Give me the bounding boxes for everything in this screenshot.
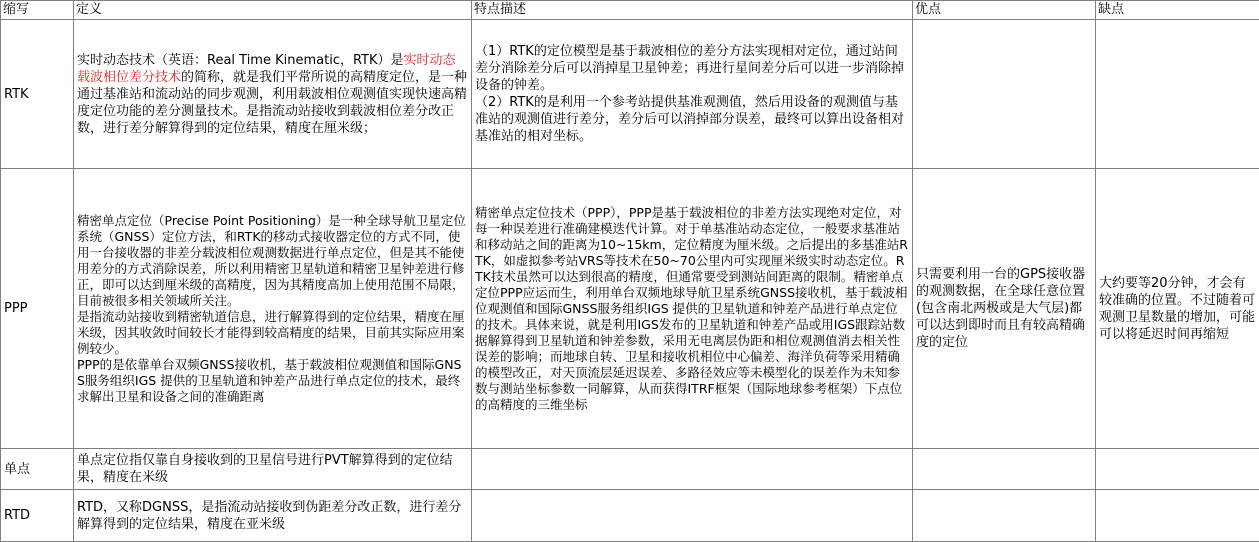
features-cell [472, 449, 913, 490]
definition-text: 精密单点定位（Precise Point Positioning）是一种全球导航卫星定位系统（GNSS）定位方法，和RTK的移动式接收器定位的方式不同，使用一台接收器的非差分载波相位观测数据进行单点定位，但是其不能使用差分的方式消除误差，所以利用精密卫星轨道和精密卫星钟差进行修正，即可以达到厘米级的高精度，因为其精度高加上使用范围不局限，目前被很多相关领域所关注。 [77, 212, 466, 308]
table-row-ppp [1, 169, 1259, 449]
definition-cell: 单点定位指仅靠自身接收到的卫星信号进行PVT解算得到的定位结果，精度在米级 [74, 449, 472, 490]
definition-text: 是指流动站接收到精密轨道信息，进行解算得到的定位结果，精度在厘米级，因其收敛时间较长才能得到较高精度的结果，目前其实际应用案例较少。 [77, 308, 465, 356]
table-row-rtk [1, 20, 1259, 169]
definition-text: PPP的是依靠单台双频GNSS接收机，基于载波相位观测值和国际GNSS服务组织IGS 提供的卫星轨道和钟差产品进行单点定位的技术，最终求解出卫星和设备之间的准确距离 [77, 356, 462, 404]
header-cons: 缺点 [1096, 1, 1259, 20]
features-cell [472, 20, 913, 169]
header-abbr: 缩写 [1, 1, 74, 20]
header-definition: 定义 [74, 1, 472, 20]
definition-text: 的简称，就是我们平常所说的高精度定位，是一种通过基准站和流动站的同步观测，利用载波相位观测值实现快速高精度定位功能的差分测量技术。是指流动站接收到载波相位差分改正数，进行差分解算得到的定位结果，精度在厘米级； [77, 69, 468, 136]
table-row-rtd [1, 490, 1259, 542]
header-features: 特点描述 [472, 1, 913, 20]
abbr-cell: RTD [1, 490, 74, 542]
header-pros: 优点 [913, 1, 1096, 20]
features-cell [472, 490, 913, 542]
cons-cell [1096, 449, 1259, 490]
pros-cell [913, 449, 1096, 490]
definition-cell [74, 20, 472, 169]
pros-cell [913, 20, 1096, 169]
abbr-cell: PPP [1, 169, 74, 449]
header-row [1, 1, 1259, 20]
definition-cell [74, 169, 472, 449]
feature-point: （1）RTK的定位模型是基于载波相位的差分方法实现相对定位，通过站间差分消除差分后可以消掉星卫星钟差；再进行星间差分后可以进一步消除掉设备的钟差。 [475, 44, 905, 93]
definition-cell: RTD，又称DGNSS，是指流动站接收到伪距差分改正数，进行差分解算得到的定位结果，精度在亚米级 [74, 490, 472, 542]
definition-highlight: 实时动态载波相位差分技术 [77, 52, 456, 85]
cons-cell: 大约要等20分钟，才会有较准确的位置。不过随着可观测卫星数量的增加，可能可以将延迟时间再缩短 [1096, 169, 1259, 449]
pros-cell [913, 490, 1096, 542]
abbr-cell: RTK [1, 20, 74, 169]
abbr-cell: 单点 [1, 449, 74, 490]
cons-cell [1096, 490, 1259, 542]
pros-cell: 只需要利用一台的GPS接收器的观测数据，在全球任意位置(包含南北两极或是大气层)都可以达到即时而且有较高精确度的定位 [913, 169, 1096, 449]
feature-point: （2）RTK的是利用一个参考站提供基准观测值，然后用设备的观测值与基准站的观测值进行差分，差分后可以消掉部分误差，最终可以算出设备相对基准站的相对坐标。 [475, 95, 905, 144]
features-cell: 精密单点定位技术（PPP），PPP是基于载波相位的非差方法实现绝对定位，对每一种误差进行准确建模迭代计算。对于单基准站动态定位，一般要求基准站和移动站之间的距离为10~15km，定位精度为厘米级。之后提出的多基准站RTK，如虚拟参考站VRS等技术在50~70公里内可实现厘米级实时动态定位。RTK技术虽然可以达到很高的精度，但通常要受到测站间距离的限制。精密单点定位PPP应运而生，利用单台双频地球导航卫星系统GNSS接收机，基于载波相位观测值和国际GNSS服务组织IGS 提供的卫星轨道和钟差产品进行单点定位的技术。具体来说，就是利用IGS发布的卫星轨道和钟差产品或用IGS跟踪站数据解算得到卫星轨道和钟差参数，采用无电离层伪距和相位观测值消去相关性误差的影响；而地球自转、卫星和接收机相位中心偏差、海洋负荷等采用精确的模型改正，对天顶流层延迟误差、多路径效应等未模型化的误差作为未知参数与测站坐标参数一同解算，从而获得ITRF框架（国际地球参考框架）下点位的高精度的三维坐标 [472, 169, 913, 449]
definition-text: 实时动态技术（英语：Real Time Kinematic，RTK）是 [77, 52, 404, 68]
cons-cell [1096, 20, 1259, 169]
table-row-single-point [1, 449, 1259, 490]
